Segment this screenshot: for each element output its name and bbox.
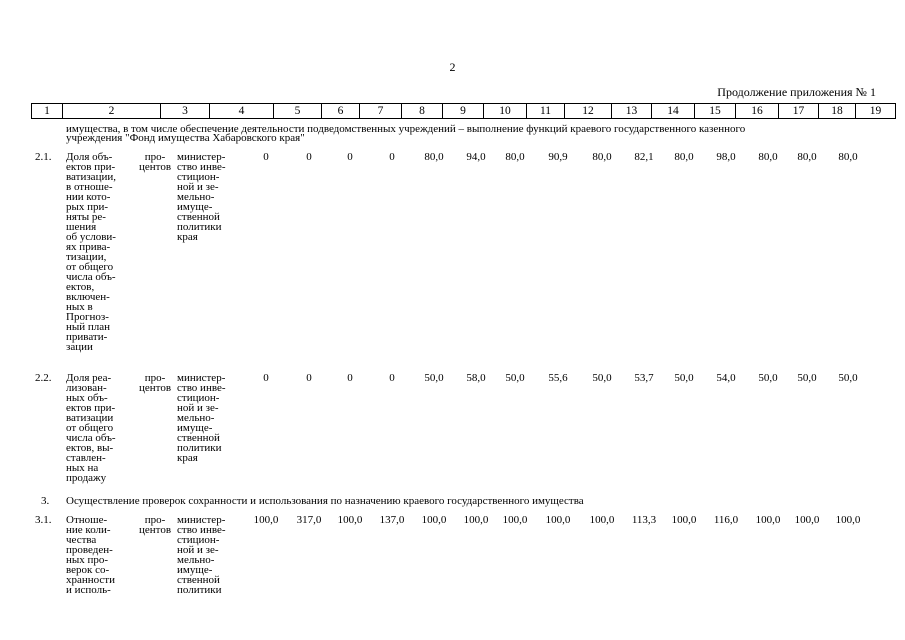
value-cell: 55,6: [548, 372, 568, 384]
column-number: 1: [32, 104, 63, 119]
value-cell: 94,0: [466, 151, 486, 163]
value-cell: 137,0: [379, 514, 405, 526]
value-cell: 53,7: [634, 372, 654, 384]
value-cell: 50,0: [505, 372, 525, 384]
value-cell: 80,0: [838, 151, 858, 163]
section-3-number: 3.: [41, 495, 50, 507]
value-cell: 0: [306, 151, 312, 163]
value-cell: 50,0: [797, 372, 817, 384]
section-2-title-line-1: имущества, в том числе обеспечение деятельности подведомственных учреждений – выполнение функций краевого государственного казенного: [66, 123, 746, 135]
value-cell: 100,0: [589, 514, 615, 526]
value-cell: 0: [263, 372, 269, 384]
value-cell: 100,0: [253, 514, 279, 526]
unit: про- центов: [139, 514, 172, 536]
value-cell: 0: [347, 372, 353, 384]
column-number: 13: [612, 104, 652, 119]
executor: министер- ство инве- стицион- ной и зе- мельно- имуще- ственной политики: [177, 514, 226, 596]
value-cell: 50,0: [424, 372, 444, 384]
value-cell: 100,0: [337, 514, 363, 526]
column-number: 10: [484, 104, 527, 119]
section-2-title-line-2: учреждения "Фонд имущества Хабаровского края": [66, 132, 305, 144]
column-number: 8: [402, 104, 443, 119]
indicator-name: Доля объ- ектов при- ватизации, в отноше- нии кото- рых при- няты ре- шения об услови- ях прива- тизации, от общего числа объ- ектов, включен- ных в Прогноз- ный план привати- зации: [66, 151, 116, 353]
value-cell: 90,9: [548, 151, 568, 163]
column-number: 3: [161, 104, 210, 119]
row-number: 3.1.: [35, 514, 52, 526]
page-number: 2: [449, 60, 456, 74]
value-cell: 80,0: [505, 151, 525, 163]
column-number: 19: [856, 104, 896, 119]
column-number: 11: [527, 104, 565, 119]
value-cell: 82,1: [634, 151, 654, 163]
column-number: 12: [565, 104, 612, 119]
column-number: 7: [360, 104, 402, 119]
column-number: 18: [819, 104, 856, 119]
section-3-title: Осуществление проверок сохранности и использования по назначению краевого государственного имущества: [66, 495, 584, 507]
value-cell: 98,0: [716, 151, 736, 163]
indicator-name: Доля реа- лизован- ных объ- ектов при- ватизации от общего числа объ- ектов, вы- ставлен- ных на продажу: [66, 372, 116, 484]
indicator-name: Отноше- ние коли- чества проведен- ных про- верок со- хранности и исполь-: [66, 514, 116, 596]
value-cell: 0: [306, 372, 312, 384]
column-number: 6: [322, 104, 360, 119]
column-number: 2: [63, 104, 161, 119]
value-cell: 317,0: [296, 514, 322, 526]
value-cell: 116,0: [713, 514, 739, 526]
value-cell: 50,0: [592, 372, 612, 384]
executor: министер- ство инве- стицион- ной и зе- мельно- имуще- ственной политики края: [177, 372, 226, 464]
value-cell: 50,0: [674, 372, 694, 384]
row-number: 2.2.: [35, 372, 52, 384]
value-cell: 0: [347, 151, 353, 163]
value-cell: 100,0: [545, 514, 571, 526]
value-cell: 80,0: [797, 151, 817, 163]
column-number: 5: [274, 104, 322, 119]
column-number: 15: [695, 104, 736, 119]
value-cell: 100,0: [794, 514, 820, 526]
value-cell: 80,0: [424, 151, 444, 163]
column-number-header: [31, 103, 896, 119]
value-cell: 113,3: [631, 514, 657, 526]
executor: министер- ство инве- стицион- ной и зе- мельно- имуще- ственной политики края: [177, 151, 226, 243]
column-number: 17: [779, 104, 819, 119]
value-cell: 54,0: [716, 372, 736, 384]
value-cell: 0: [263, 151, 269, 163]
continuation-label: Продолжение приложения № 1: [717, 85, 876, 99]
unit: про- центов: [139, 372, 172, 394]
value-cell: 80,0: [674, 151, 694, 163]
column-number: 9: [443, 104, 484, 119]
value-cell: 100,0: [421, 514, 447, 526]
row-number: 2.1.: [35, 151, 52, 163]
value-cell: 80,0: [758, 151, 778, 163]
column-number: 16: [736, 104, 779, 119]
value-cell: 50,0: [838, 372, 858, 384]
value-cell: 100,0: [463, 514, 489, 526]
column-number: 4: [210, 104, 274, 119]
value-cell: 80,0: [592, 151, 612, 163]
value-cell: 100,0: [835, 514, 861, 526]
value-cell: 100,0: [671, 514, 697, 526]
value-cell: 50,0: [758, 372, 778, 384]
column-number: 14: [652, 104, 695, 119]
unit: про- центов: [139, 151, 172, 173]
value-cell: 0: [389, 372, 395, 384]
value-cell: 0: [389, 151, 395, 163]
value-cell: 100,0: [502, 514, 528, 526]
value-cell: 58,0: [466, 372, 486, 384]
value-cell: 100,0: [755, 514, 781, 526]
